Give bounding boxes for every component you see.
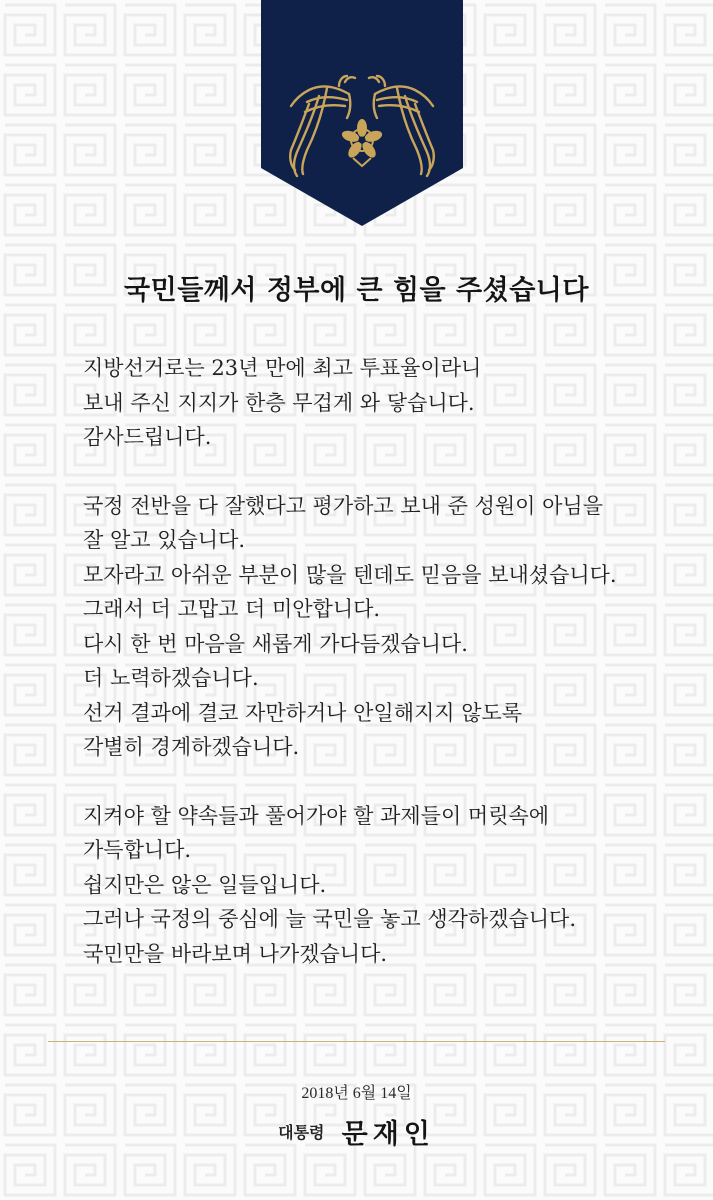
signature	[0, 1112, 713, 1151]
text-line: 쉽지만은 않은 일들입니다.	[83, 872, 327, 897]
paragraph-1	[83, 351, 683, 455]
text-line: 다시 한 번 마음을 새롭게 가다듬겠습니다.	[83, 631, 468, 656]
signature-role: 대통령	[278, 1123, 325, 1142]
signature-name: 문재인	[341, 1119, 435, 1150]
text-line: 각별히 경계하겠습니다.	[83, 735, 300, 759]
letter-title: 국민들께서 정부에 큰 힘을 주셨습니다	[124, 275, 589, 306]
divider-line	[48, 1041, 665, 1042]
letter-body	[83, 351, 683, 1005]
text-line: 그래서 더 고맙고 더 미안합니다.	[83, 597, 381, 621]
letter-date: 2018년 6월 14일	[301, 1085, 412, 1102]
text-line: 국정 전반을 다 잘했다고 평가하고 보내 준 성원이 아님을	[83, 493, 603, 518]
text-line: 감사드립니다.	[83, 425, 212, 449]
text-line: 국민만을 바라보며 나가겠습니다.	[83, 941, 388, 966]
paragraph-3	[83, 799, 683, 972]
phoenix-emblem-icon	[261, 0, 463, 226]
text-line: 지켜야 할 약속들과 풀어가야 할 과제들이 머릿속에	[83, 803, 550, 828]
paragraph-2	[83, 489, 683, 765]
text-line: 보내 주신 지지가 한층 무겁게 와 닿습니다.	[83, 390, 475, 415]
text-line: 그러나 국정의 중심에 늘 국민을 놓고 생각하겠습니다.	[83, 907, 577, 931]
text-line: 잘 알고 있습니다.	[83, 528, 246, 552]
text-line: 가득합니다.	[83, 838, 192, 862]
text-line: 선거 결과에 결코 자만하거나 안일해지지 않도록	[83, 700, 523, 725]
text-line: 더 노력하겠습니다.	[83, 666, 259, 690]
text-line: 모자라고 아쉬운 부분이 많을 텐데도 믿음을 보내셨습니다.	[83, 562, 617, 587]
text-line: 지방선거로는 23년 만에 최고 투표율이라니	[83, 356, 482, 380]
